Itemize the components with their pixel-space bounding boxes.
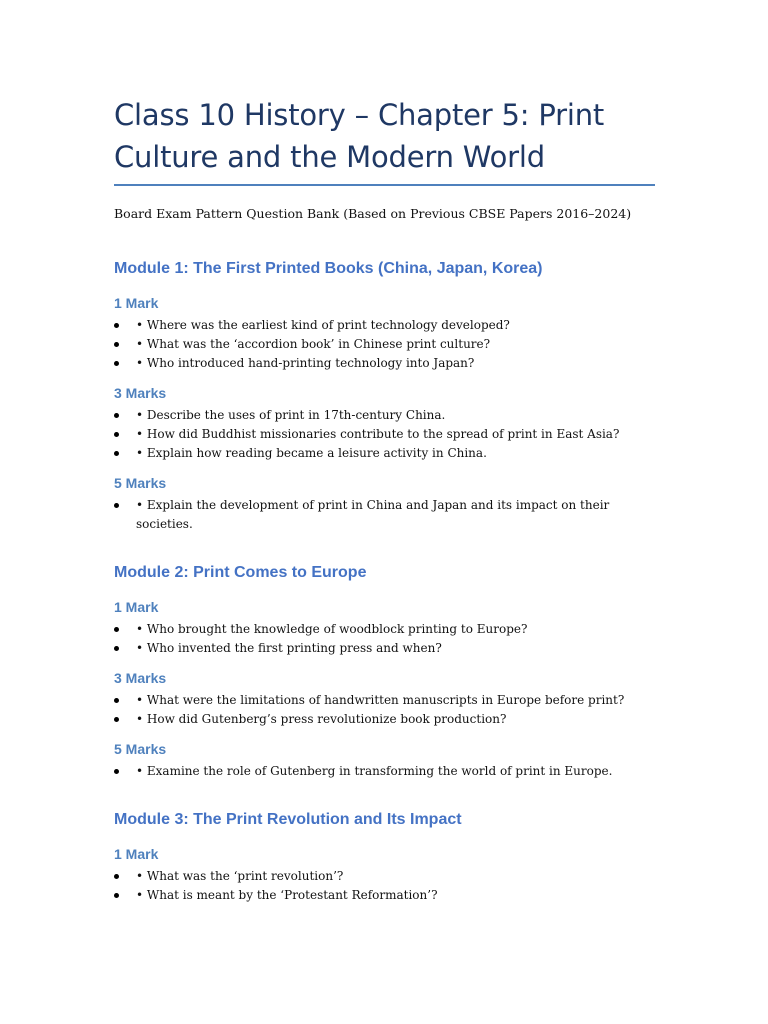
bullet-icon	[114, 698, 119, 703]
bullet-icon	[114, 361, 119, 366]
list-item	[114, 620, 656, 639]
list-item	[114, 710, 656, 729]
module-title: Module 1: The First Printed Books (China, Japan, Korea)	[114, 260, 543, 277]
bullet-icon	[114, 769, 119, 774]
bullet-icon	[114, 717, 119, 722]
bullet-icon	[114, 451, 119, 456]
bullet-icon	[114, 432, 119, 437]
list-item	[114, 639, 656, 658]
question-text: • What were the limitations of handwritten manuscripts in Europe before print?	[136, 693, 625, 707]
question-list	[114, 620, 656, 658]
question-text: • What was the ‘print revolution’?	[136, 869, 344, 883]
section-5-marks: 5 Marks	[114, 475, 167, 491]
question-text: • How did Gutenberg’s press revolutionize book production?	[136, 712, 507, 726]
question-text: • Who invented the first printing press and when?	[136, 641, 442, 655]
list-item	[114, 406, 656, 425]
list-item	[114, 867, 656, 886]
title-underline	[114, 184, 655, 186]
question-text: • What was the ‘accordion book’ in Chinese print culture?	[136, 337, 491, 351]
question-text: • How did Buddhist missionaries contribute to the spread of print in East Asia?	[136, 427, 620, 441]
question-text: • Explain the development of print in China and Japan and its impact on their societies.	[136, 498, 610, 531]
bullet-icon	[114, 893, 119, 898]
question-text: • Describe the uses of print in 17th-century China.	[136, 408, 446, 422]
bullet-icon	[114, 874, 119, 879]
list-item	[114, 496, 656, 534]
bullet-icon	[114, 413, 119, 418]
list-item	[114, 886, 656, 905]
section-5-marks: 5 Marks	[114, 741, 167, 757]
section-1-mark: 1 Mark	[114, 599, 159, 615]
bullet-icon	[114, 503, 119, 508]
list-item	[114, 691, 656, 710]
list-item	[114, 425, 656, 444]
bullet-icon	[114, 627, 119, 632]
subtitle: Board Exam Pattern Question Bank (Based on Previous CBSE Papers 2016–2024)	[114, 206, 632, 221]
module-3	[114, 810, 656, 905]
module-title: Module 3: The Print Revolution and Its Impact	[114, 811, 462, 828]
module-2	[114, 563, 656, 781]
question-text: • Examine the role of Gutenberg in transforming the world of print in Europe.	[136, 764, 613, 778]
module-1	[114, 259, 656, 534]
document-page	[114, 94, 656, 905]
page-title: Class 10 History – Chapter 5: Print Culture and the Modern World	[114, 98, 605, 174]
question-list	[114, 691, 656, 729]
question-text: • Who brought the knowledge of woodblock printing to Europe?	[136, 622, 528, 636]
question-text: • What is meant by the ‘Protestant Reformation’?	[136, 888, 438, 902]
bullet-icon	[114, 323, 119, 328]
list-item	[114, 762, 656, 781]
question-list	[114, 406, 656, 463]
question-text: • Who introduced hand-printing technology into Japan?	[136, 356, 475, 370]
question-list	[114, 867, 656, 905]
bullet-icon	[114, 342, 119, 347]
section-3-marks: 3 Marks	[114, 385, 167, 401]
module-title: Module 2: Print Comes to Europe	[114, 564, 367, 581]
section-1-mark: 1 Mark	[114, 846, 159, 862]
section-3-marks: 3 Marks	[114, 670, 167, 686]
question-list	[114, 496, 656, 534]
list-item	[114, 316, 656, 335]
section-1-mark: 1 Mark	[114, 295, 159, 311]
question-text: • Where was the earliest kind of print technology developed?	[136, 318, 510, 332]
question-text: • Explain how reading became a leisure activity in China.	[136, 446, 487, 460]
list-item	[114, 335, 656, 354]
question-list	[114, 762, 656, 781]
list-item	[114, 354, 656, 373]
bullet-icon	[114, 646, 119, 651]
list-item	[114, 444, 656, 463]
question-list	[114, 316, 656, 373]
